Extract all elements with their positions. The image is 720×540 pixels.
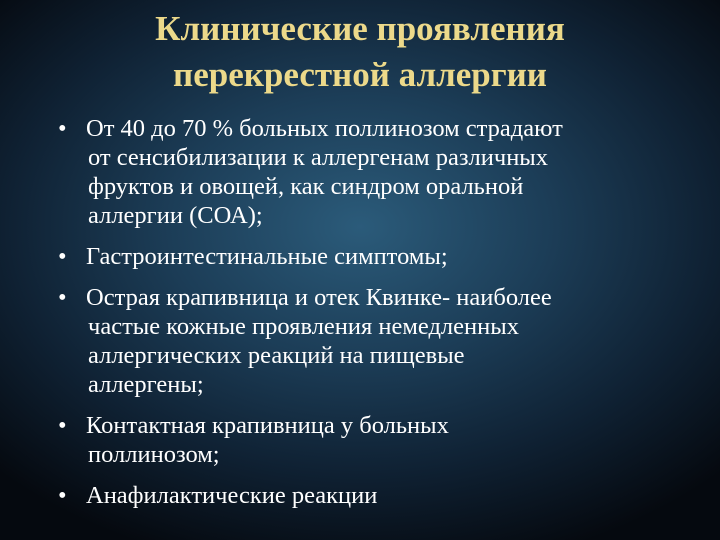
bullet-text — [88, 481, 698, 510]
bullet-list — [58, 114, 698, 522]
slide-title — [0, 6, 720, 98]
bullet-text — [88, 242, 698, 271]
bullet-line: Анафилактические реакции — [86, 482, 378, 509]
slide-title-line-1: Клинические проявления — [155, 9, 565, 48]
bullet-marker: • — [58, 115, 67, 142]
bullet-line: Гастроинтестинальные симптомы; — [86, 243, 448, 270]
bullet-item — [58, 481, 698, 510]
bullet-item — [58, 411, 698, 469]
bullet-text — [88, 411, 698, 469]
bullet-line: аллергических реакций на пищевые — [88, 342, 465, 369]
bullet-line: аллергены; — [88, 371, 204, 398]
bullet-marker: • — [58, 284, 67, 311]
bullet-line: фруктов и овощей, как синдром оральной — [88, 173, 524, 200]
slide-title-line-2: перекрестной аллергии — [173, 55, 547, 94]
bullet-text — [88, 114, 698, 230]
bullet-item — [58, 283, 698, 399]
bullet-line: частые кожные проявления немедленных — [88, 313, 519, 340]
bullet-line: Контактная крапивница у больных — [86, 412, 449, 439]
bullet-line: поллинозом; — [88, 441, 220, 468]
bullet-text — [88, 283, 698, 399]
bullet-marker: • — [58, 482, 67, 509]
bullet-line: от сенсибилизации к аллергенам различных — [88, 144, 549, 171]
bullet-line: От 40 до 70 % больных поллинозом страдают — [86, 115, 563, 142]
bullet-item — [58, 114, 698, 230]
bullet-line: аллергии (СОА); — [88, 202, 263, 229]
bullet-item — [58, 242, 698, 271]
bullet-marker: • — [58, 412, 67, 439]
bullet-line: Острая крапивница и отек Квинке- наиболее — [86, 284, 552, 311]
bullet-marker: • — [58, 243, 67, 270]
